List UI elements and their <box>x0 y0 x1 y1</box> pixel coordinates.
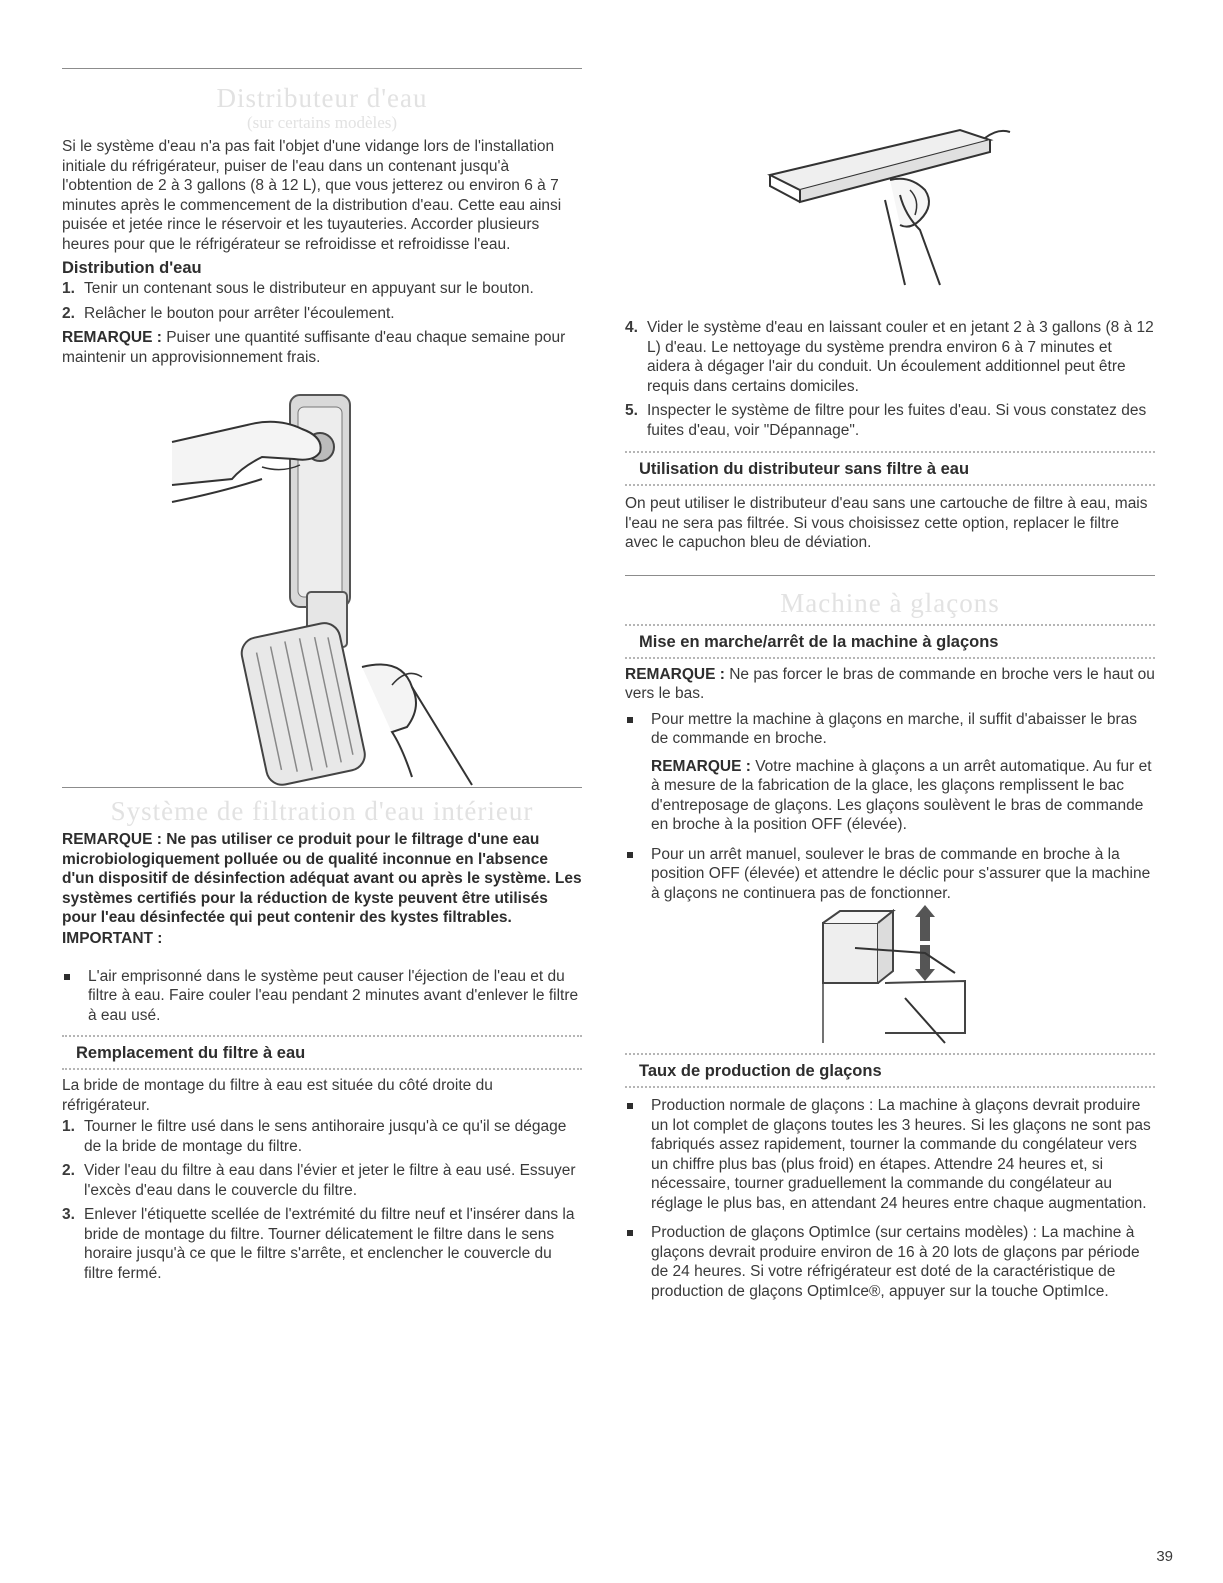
warning-paragraph: REMARQUE : Ne pas utiliser ce produit pour le filtrage d'une eau microbiologiquement polluée ou de qualité inconnue en l'absence d'un dispositif de désinfection adéquat avant ou après le système. Les systèmes certifiés pour la réduction de kyste peuvent être utilisés pour l'eau désinfectée qui peut contenir des kystes filtrables. <box>62 831 582 926</box>
dispenser-illustration <box>62 367 582 787</box>
subheading-on-off: Mise en marche/arrêt de la machine à glaçons <box>639 632 999 651</box>
list-item: Pour un arrêt manuel, soulever le bras de commande en broche à la position OFF (élevée) et attendre le déclic pour s'assurer que la machine à glaçons ne continuera pas de fonctionner. <box>625 845 1155 904</box>
important-label: IMPORTANT : <box>62 929 163 947</box>
subheading-production-rate: Taux de production de glaçons <box>639 1062 882 1080</box>
step-item: 2. Vider l'eau du filtre à eau dans l'évier et jeter le filtre à eau usé. Essuyer l'excès d'eau dans le couvercle du filtre. <box>62 1162 576 1199</box>
auto-stop-note: REMARQUE : Votre machine à glaçons a un arrêt automatique. Au fur et à mesure de la fabrication de la glace, les glaçons remplissent le bac d'entreposage de glaçons. Les glaçons soulèvent le bras de commande en broche à la position OFF (élevée). <box>651 757 1152 833</box>
step-item: 3. Enlever l'étiquette scellée de l'extrémité du filtre neuf et l'insérer dans la bride de montage du filtre. Tourner délicatement le filtre dans le sens horaire jusqu'à ce que le filtre s'arrête, et enclencher le couvercle du filtre fermé. <box>62 1206 575 1282</box>
section-title-water-dispenser: Distributeur d'eau <box>216 83 428 113</box>
step-item: 1. Tenir un contenant sous le distributeur en appuyant sur le bouton. <box>62 280 534 297</box>
section-title-icemaker: Machine à glaçons <box>780 587 1000 618</box>
section-title-filtration: Système de filtration d'eau intérieur <box>110 796 534 826</box>
intro-paragraph: Si le système d'eau n'a pas fait l'objet d'une vidange lors de l'installation initiale du réfrigérateur, puiser de l'eau dans un contenant jusqu'à l'obtention de 2 à 3 gallons (8 à 12 L), que vous jetterez ou environ 6 à 7 minutes après le commencement de la distribution d'eau. Cette eau ainsi puisée et jetée rince le réservoir et les tuyauteries. Accorder plusieurs heures pour que le réfrigérateur se refroidisse et refroidisse l'eau. <box>62 138 562 253</box>
icemaker-illustration <box>815 903 975 1053</box>
page-number: 39 <box>1156 1548 1173 1565</box>
step-item: 2. Relâcher le bouton pour arrêter l'écoulement. <box>62 304 395 322</box>
no-filter-paragraph: On peut utiliser le distributeur d'eau sans une cartouche de filtre à eau, mais l'eau ne sera pas filtrée. Si vous choisissez cette option, replacer le filtre avec le capuchon bleu de déviation. <box>625 495 1148 551</box>
important-list <box>62 967 582 1026</box>
step-item: 1. Tourner le filtre usé dans le sens antihoraire jusqu'à ce qu'il se dégage de la bride de montage du filtre. <box>62 1118 567 1155</box>
icemaker-bullets <box>625 710 1155 749</box>
step-item: 4. Vider le système d'eau en laissant couler et en jetant 2 à 3 gallons (8 à 12 L) d'eau. Le nettoyage du système prendra environ 6 à 7 minutes et aidera à dégager l'air du conduit. Un écoulement additionnel peut être requis dans certains domiciles. <box>625 319 1154 395</box>
list-item: Production normale de glaçons : La machine à glaçons devrait produire un lot complet de glaçons toutes les 3 heures. Si les glaçons ne sont pas fabriqués assez rapidement, tourner la commande du congélateur vers un chiffre plus bas (plus froid) en étapes. Attendre 24 heures et, si nécessaire, tourner graduellement la commande du congélateur au réglage le plus bas, en attendant 24 heures entre chaque augmentation. <box>625 1096 1155 1213</box>
right-column <box>625 318 1155 1301</box>
icemaker-note: REMARQUE : Ne pas forcer le bras de commande en broche vers le haut ou vers le bas. <box>625 665 1155 702</box>
production-list <box>625 1096 1155 1301</box>
replace-steps <box>62 1117 582 1283</box>
list-item: Pour mettre la machine à glaçons en marche, il suffit d'abaisser le bras de commande en broche. <box>625 710 1155 749</box>
left-column <box>62 68 582 1288</box>
replace-intro: La bride de montage du filtre à eau est située du côté droite du réfrigérateur. <box>62 1077 493 1114</box>
filter-cover-illustration <box>760 120 1040 300</box>
flush-steps <box>625 318 1155 440</box>
subheading-distribution: Distribution d'eau <box>62 259 202 277</box>
step-item: 5. Inspecter le système de filtre pour les fuites d'eau. Si vous constatez des fuites d'eau, voir "Dépannage". <box>625 402 1147 439</box>
icemaker-bullets <box>625 845 1155 904</box>
subheading-no-filter: Utilisation du distributeur sans filtre à eau <box>639 460 970 478</box>
note-paragraph: REMARQUE : Puiser une quantité suffisante d'eau chaque semaine pour maintenir un approvisionnement frais. <box>62 329 566 366</box>
distribution-steps <box>62 279 582 323</box>
section-subtitle: (sur certains modèles) <box>246 113 398 132</box>
list-item: L'air emprisonné dans le système peut causer l'éjection de l'eau et du filtre à eau. Faire couler l'eau pendant 2 minutes avant d'enlever le filtre à eau usé. <box>62 967 582 1026</box>
list-item: Production de glaçons OptimIce (sur certains modèles) : La machine à glaçons devrait produire environ de 16 à 20 lots de glaçons par période de 24 heures. Si votre réfrigérateur est doté de la caractéristique de production de glaçons OptimIce®, appuyer sur la touche OptimIce. <box>625 1223 1155 1301</box>
subheading-replace-filter: Remplacement du filtre à eau <box>76 1044 306 1062</box>
